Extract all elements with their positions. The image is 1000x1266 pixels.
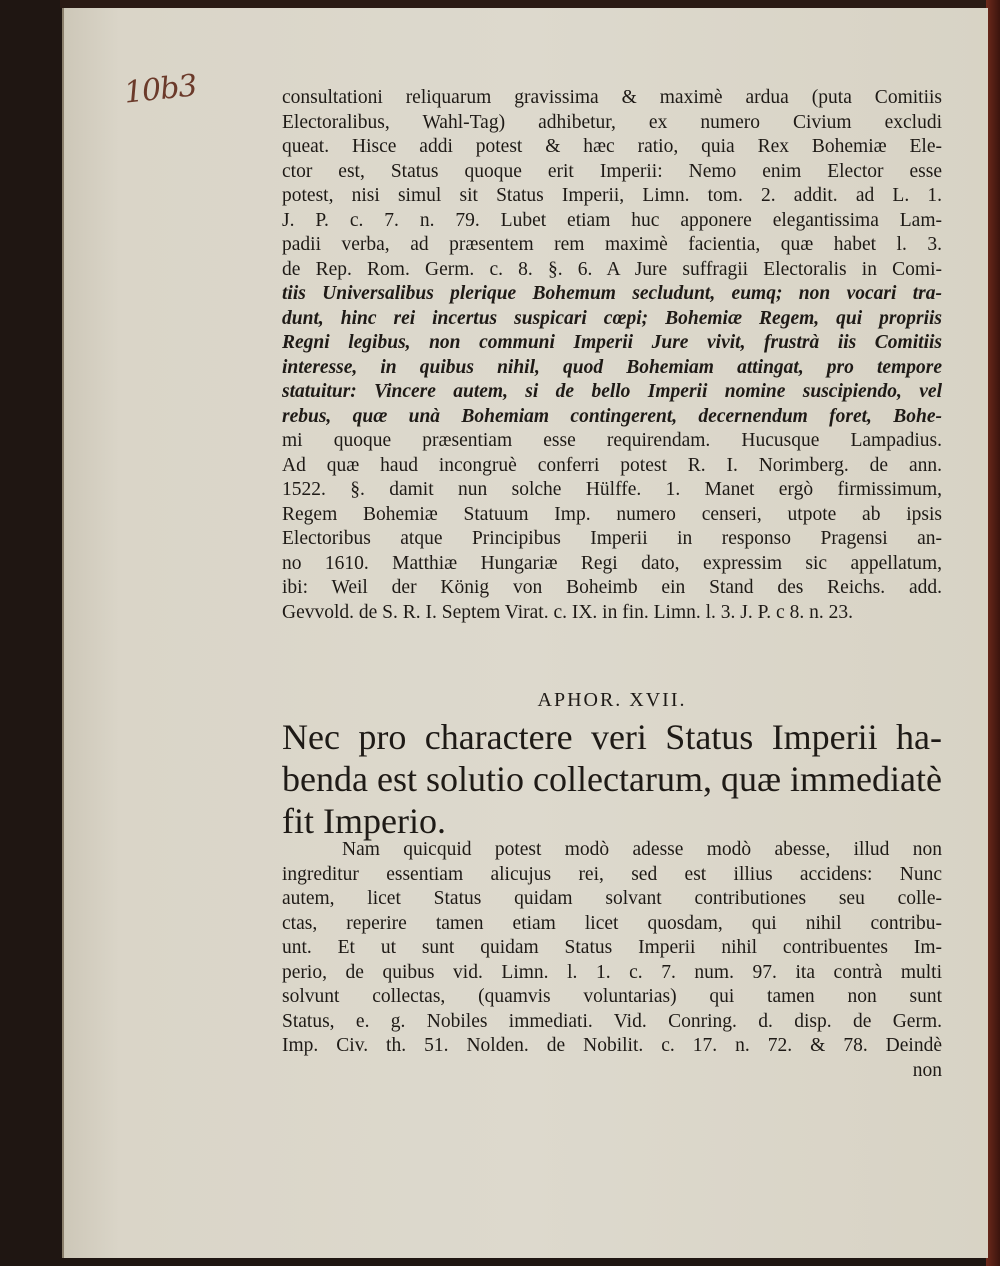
paragraph-2 <box>282 838 942 1083</box>
handwritten-page-number: 10b3 <box>122 68 199 111</box>
text-line: 1522. §. damit nun solche Hülffe. 1. Manet ergò firmissimum, <box>282 479 942 500</box>
text-line: ingreditur essentiam alicujus rei, sed est illius accidens: Nunc <box>282 863 942 885</box>
text-line: Ad quæ haud incongruè conferri potest R. I. Norimberg. de ann. <box>282 454 942 476</box>
aphorism-label: APHOR. XVII. <box>537 689 687 711</box>
text-line: potest, nisi simul sit Status Imperii, Limn. tom. 2. addit. ad L. 1. <box>282 185 942 206</box>
book-top-edge <box>60 0 1000 8</box>
text-line: de Rep. Rom. Germ. c. 8. §. 6. A Jure suffragii Electoralis in Comi- <box>282 258 942 280</box>
text-line: tiis Universalibus plerique Bohemum secludunt, eumq; non vocari tra- <box>282 283 942 304</box>
text-line: Regni legibus, non communi Imperii Jure vivit, frustrà iis Comitiis <box>282 332 942 353</box>
text-line: J. P. c. 7. n. 79. Lubet etiam huc apponere elegantissima Lam- <box>282 209 942 231</box>
text-line: mi quoque præsentiam esse requirendam. Hucusque Lampadius. <box>282 430 942 451</box>
text-line: Nam quicquid potest modò adesse modò abesse, illud non <box>342 839 942 860</box>
text-line: perio, de quibus vid. Limn. l. 1. c. 7. num. 97. ita contrà multi <box>282 961 942 983</box>
thesis-line: fit Imperio. <box>282 801 446 841</box>
text-line: ctor est, Status quoque erit Imperii: Nemo enim Elector esse <box>282 160 942 182</box>
text-line: interesse, in quibus nihil, quod Bohemiam attingat, pro tempore <box>282 356 942 378</box>
text-line: Electoribus atque Principibus Imperii in responso Pragensi an- <box>282 528 942 549</box>
text-line: unt. Et ut sunt quidam Status Imperii nihil contribuentes Im- <box>282 937 942 958</box>
text-line: solvunt collectas, (quamvis voluntarias) qui tamen non sunt <box>282 986 942 1007</box>
thesis-line: benda est solutio collectarum, quæ immediatè <box>282 759 942 799</box>
text-line: dunt, hinc rei incertus suspicari cœpi; Bohemiæ Regem, qui propriis <box>282 307 942 329</box>
catchword: non <box>912 1059 942 1081</box>
text-line: ctas, reperire tamen etiam licet quosdam, qui nihil contribu- <box>282 912 942 934</box>
text-line: statuitur: Vincere autem, si de bello Imperii nomine suscipiendo, vel <box>282 381 942 402</box>
text-line: Status, e. g. Nobiles immediati. Vid. Conring. d. disp. de Germ. <box>282 1010 942 1032</box>
text-line: queat. Hisce addi potest & hæc ratio, quia Rex Bohemiæ Ele- <box>282 136 942 157</box>
paragraph-1 <box>282 86 942 625</box>
text-line: ibi: Weil der König von Boheimb ein Stand des Reichs. add. <box>282 577 942 598</box>
text-line: Regem Bohemiæ Statuum Imp. numero censeri, utpote ab ipsis <box>282 503 942 525</box>
text-line: Gevvold. de S. R. I. Septem Virat. c. IX. in fin. Limn. l. 3. J. P. c 8. n. 23. <box>282 601 853 623</box>
aphorism-thesis <box>282 716 942 842</box>
text-line: Imp. Civ. th. 51. Nolden. de Nobilit. c. 17. n. 72. & 78. Deindè <box>282 1035 942 1056</box>
text-line: consultationi reliquarum gravissima & maximè ardua (puta Comitiis <box>282 87 942 108</box>
text-line: autem, licet Status quidam solvant contributiones seu colle- <box>282 888 942 909</box>
book-binding-edge <box>986 0 1000 1266</box>
thesis-line: Nec pro charactere veri Status Imperii ha- <box>282 717 942 757</box>
text-line: padii verba, ad præsentem rem maximè facientia, quæ habet l. 3. <box>282 234 942 255</box>
text-line: no 1610. Matthiæ Hungariæ Regi dato, expressim sic appellatum, <box>282 552 942 574</box>
text-line: rebus, quæ unà Bohemiam contingerent, decernendum foret, Bohe- <box>282 405 942 427</box>
text-line: Electoralibus, Wahl-Tag) adhibetur, ex numero Civium excludi <box>282 111 942 133</box>
